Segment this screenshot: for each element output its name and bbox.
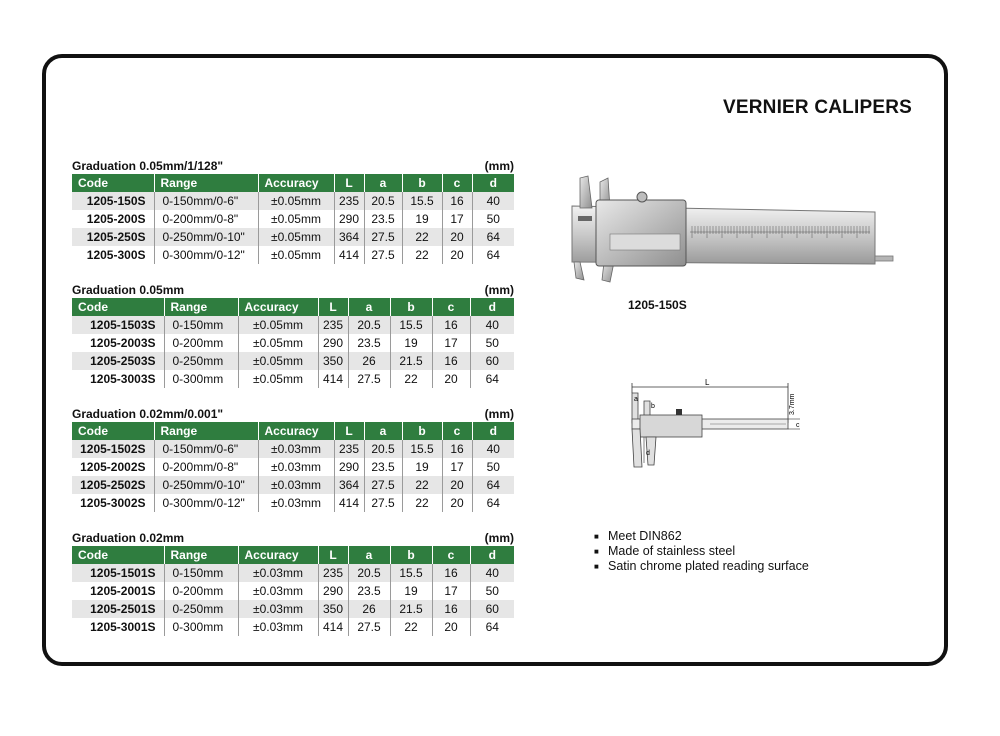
cell-code: 1205-250S	[72, 228, 154, 246]
spec-table	[72, 174, 514, 264]
column-header-d: d	[472, 174, 514, 192]
cell-code: 1205-3003S	[72, 370, 164, 388]
cell-code: 1205-2503S	[72, 352, 164, 370]
cell-b: 15.5	[390, 316, 432, 334]
spec-section-1	[72, 158, 514, 264]
column-header-accuracy: Accuracy	[238, 546, 318, 564]
unit-label: (mm)	[484, 531, 514, 545]
column-header-b: b	[390, 298, 432, 316]
cell-l: 364	[334, 228, 364, 246]
cell-a: 27.5	[348, 370, 390, 388]
cell-range: 0-250mm	[164, 352, 238, 370]
cell-accuracy: ±0.05mm	[258, 228, 334, 246]
cell-range: 0-300mm/0-12"	[154, 494, 258, 512]
feature-item: ■ Made of stainless steel	[594, 544, 809, 559]
column-header-c: c	[432, 298, 470, 316]
cell-d: 50	[470, 334, 514, 352]
cell-l: 290	[318, 582, 348, 600]
cell-b: 15.5	[390, 564, 432, 582]
caliper-photo	[570, 170, 900, 285]
cell-d: 40	[472, 192, 514, 210]
diagram-label-d: d	[646, 450, 650, 457]
cell-code: 1205-1503S	[72, 316, 164, 334]
cell-code: 1205-200S	[72, 210, 154, 228]
spec-table	[72, 546, 514, 636]
column-header-d: d	[470, 546, 514, 564]
cell-accuracy: ±0.03mm	[238, 618, 318, 636]
cell-l: 235	[318, 564, 348, 582]
cell-code: 1205-3001S	[72, 618, 164, 636]
cell-a: 27.5	[364, 246, 402, 264]
column-header-range: Range	[164, 298, 238, 316]
column-header-d: d	[472, 422, 514, 440]
column-header-accuracy: Accuracy	[258, 422, 334, 440]
cell-accuracy: ±0.03mm	[238, 600, 318, 618]
cell-a: 26	[348, 600, 390, 618]
table-row	[72, 316, 514, 334]
table-row	[72, 458, 514, 476]
cell-b: 22	[402, 494, 442, 512]
column-header-l: L	[334, 422, 364, 440]
cell-l: 290	[334, 458, 364, 476]
column-header-b: b	[390, 546, 432, 564]
cell-l: 414	[318, 370, 348, 388]
cell-l: 364	[334, 476, 364, 494]
photo-caption: 1205-150S	[628, 298, 687, 312]
column-header-range: Range	[164, 546, 238, 564]
cell-a: 27.5	[364, 494, 402, 512]
cell-accuracy: ±0.05mm	[258, 192, 334, 210]
column-header-code: Code	[72, 422, 154, 440]
spec-section-2	[72, 282, 514, 388]
column-header-b: b	[402, 174, 442, 192]
header-row	[72, 298, 514, 316]
feature-item: ■ Meet DIN862	[594, 529, 809, 544]
cell-c: 20	[432, 370, 470, 388]
unit-label: (mm)	[484, 283, 514, 297]
cell-d: 60	[470, 352, 514, 370]
cell-range: 0-300mm/0-12"	[154, 246, 258, 264]
cell-b: 21.5	[390, 352, 432, 370]
cell-a: 20.5	[348, 564, 390, 582]
cell-d: 50	[472, 458, 514, 476]
feature-list	[594, 529, 809, 574]
cell-a: 26	[348, 352, 390, 370]
cell-b: 22	[402, 246, 442, 264]
cell-l: 235	[318, 316, 348, 334]
cell-accuracy: ±0.05mm	[238, 370, 318, 388]
cell-a: 20.5	[364, 192, 402, 210]
column-header-range: Range	[154, 174, 258, 192]
graduation-label: Graduation 0.05mm/1/128"	[72, 159, 224, 173]
cell-d: 64	[470, 370, 514, 388]
cell-code: 1205-1501S	[72, 564, 164, 582]
cell-c: 17	[442, 458, 472, 476]
cell-d: 60	[470, 600, 514, 618]
spec-section-4	[72, 530, 514, 636]
cell-l: 350	[318, 352, 348, 370]
column-header-a: a	[364, 174, 402, 192]
cell-b: 15.5	[402, 192, 442, 210]
cell-range: 0-150mm/0-6"	[154, 192, 258, 210]
cell-accuracy: ±0.05mm	[258, 246, 334, 264]
column-header-l: L	[334, 174, 364, 192]
cell-accuracy: ±0.03mm	[258, 494, 334, 512]
cell-l: 290	[318, 334, 348, 352]
cell-accuracy: ±0.03mm	[238, 582, 318, 600]
cell-accuracy: ±0.05mm	[238, 316, 318, 334]
graduation-label: Graduation 0.02mm/0.001"	[72, 407, 224, 421]
cell-c: 16	[442, 440, 472, 458]
column-header-a: a	[348, 298, 390, 316]
unit-label: (mm)	[484, 407, 514, 421]
cell-a: 27.5	[364, 476, 402, 494]
cell-accuracy: ±0.03mm	[258, 458, 334, 476]
cell-a: 20.5	[364, 440, 402, 458]
cell-range: 0-250mm/0-10"	[154, 228, 258, 246]
cell-code: 1205-150S	[72, 192, 154, 210]
cell-c: 17	[442, 210, 472, 228]
cell-code: 1205-2003S	[72, 334, 164, 352]
cell-range: 0-250mm/0-10"	[154, 476, 258, 494]
cell-range: 0-300mm	[164, 618, 238, 636]
cell-a: 23.5	[364, 458, 402, 476]
cell-range: 0-150mm/0-6"	[154, 440, 258, 458]
table-row	[72, 600, 514, 618]
column-header-a: a	[348, 546, 390, 564]
cell-c: 16	[432, 352, 470, 370]
column-header-code: Code	[72, 546, 164, 564]
cell-accuracy: ±0.03mm	[258, 476, 334, 494]
column-header-range: Range	[154, 422, 258, 440]
cell-a: 20.5	[348, 316, 390, 334]
table-row	[72, 210, 514, 228]
column-header-accuracy: Accuracy	[258, 174, 334, 192]
cell-range: 0-200mm/0-8"	[154, 210, 258, 228]
cell-range: 0-300mm	[164, 370, 238, 388]
cell-c: 20	[442, 228, 472, 246]
table-row	[72, 440, 514, 458]
cell-code: 1205-2002S	[72, 458, 154, 476]
cell-d: 50	[470, 582, 514, 600]
cell-b: 22	[390, 618, 432, 636]
column-header-d: d	[470, 298, 514, 316]
cell-c: 16	[432, 600, 470, 618]
table-row	[72, 228, 514, 246]
cell-c: 20	[442, 476, 472, 494]
cell-b: 19	[390, 582, 432, 600]
cell-c: 16	[432, 564, 470, 582]
section-header	[72, 406, 514, 422]
cell-accuracy: ±0.05mm	[258, 210, 334, 228]
cell-c: 17	[432, 334, 470, 352]
cell-d: 64	[472, 494, 514, 512]
cell-a: 27.5	[364, 228, 402, 246]
cell-a: 23.5	[364, 210, 402, 228]
cell-d: 64	[470, 618, 514, 636]
cell-c: 17	[432, 582, 470, 600]
cell-range: 0-200mm/0-8"	[154, 458, 258, 476]
cell-b: 19	[390, 334, 432, 352]
cell-code: 1205-2001S	[72, 582, 164, 600]
cell-c: 16	[432, 316, 470, 334]
cell-code: 1205-1502S	[72, 440, 154, 458]
header-row	[72, 174, 514, 192]
cell-l: 414	[334, 246, 364, 264]
table-row	[72, 246, 514, 264]
cell-range: 0-150mm	[164, 564, 238, 582]
column-header-b: b	[402, 422, 442, 440]
diagram-label-b: b	[651, 403, 655, 410]
column-header-code: Code	[72, 174, 154, 192]
cell-accuracy: ±0.05mm	[238, 352, 318, 370]
cell-code: 1205-300S	[72, 246, 154, 264]
cell-range: 0-150mm	[164, 316, 238, 334]
cell-d: 40	[472, 440, 514, 458]
column-header-code: Code	[72, 298, 164, 316]
cell-c: 20	[442, 494, 472, 512]
column-header-c: c	[442, 422, 472, 440]
cell-b: 15.5	[402, 440, 442, 458]
cell-c: 20	[432, 618, 470, 636]
cell-c: 16	[442, 192, 472, 210]
cell-l: 235	[334, 440, 364, 458]
cell-l: 235	[334, 192, 364, 210]
column-header-c: c	[432, 546, 470, 564]
header-row	[72, 422, 514, 440]
diagram-label-depth: 3.7mm	[789, 393, 796, 415]
column-header-l: L	[318, 298, 348, 316]
table-row	[72, 582, 514, 600]
spec-table	[72, 298, 514, 388]
cell-b: 22	[402, 228, 442, 246]
diagram-label-a: a	[634, 396, 638, 403]
header-row	[72, 546, 514, 564]
cell-d: 64	[472, 246, 514, 264]
cell-l: 414	[318, 618, 348, 636]
diagram-label-L: L	[705, 378, 710, 387]
graduation-label: Graduation 0.05mm	[72, 283, 185, 297]
feature-item: ■ Satin chrome plated reading surface	[594, 559, 809, 574]
table-row	[72, 618, 514, 636]
cell-b: 22	[402, 476, 442, 494]
cell-range: 0-250mm	[164, 600, 238, 618]
section-header	[72, 530, 514, 546]
cell-a: 27.5	[348, 618, 390, 636]
spec-section-3	[72, 406, 514, 512]
dimension-diagram	[610, 375, 810, 475]
cell-l: 414	[334, 494, 364, 512]
cell-l: 290	[334, 210, 364, 228]
cell-a: 23.5	[348, 582, 390, 600]
cell-accuracy: ±0.03mm	[238, 564, 318, 582]
column-header-l: L	[318, 546, 348, 564]
page-title: VERNIER CALIPERS	[722, 97, 912, 118]
section-header	[72, 282, 514, 298]
cell-accuracy: ±0.03mm	[258, 440, 334, 458]
cell-b: 22	[390, 370, 432, 388]
cell-range: 0-200mm	[164, 582, 238, 600]
cell-a: 23.5	[348, 334, 390, 352]
table-row	[72, 192, 514, 210]
cell-c: 20	[442, 246, 472, 264]
table-row	[72, 334, 514, 352]
column-header-accuracy: Accuracy	[238, 298, 318, 316]
cell-code: 1205-3002S	[72, 494, 154, 512]
cell-b: 21.5	[390, 600, 432, 618]
cell-range: 0-200mm	[164, 334, 238, 352]
cell-accuracy: ±0.05mm	[238, 334, 318, 352]
cell-code: 1205-2502S	[72, 476, 154, 494]
diagram-label-c: c	[796, 422, 800, 429]
section-header	[72, 158, 514, 174]
cell-b: 19	[402, 210, 442, 228]
cell-b: 19	[402, 458, 442, 476]
table-row	[72, 564, 514, 582]
unit-label: (mm)	[484, 159, 514, 173]
cell-l: 350	[318, 600, 348, 618]
table-row	[72, 494, 514, 512]
cell-d: 64	[472, 228, 514, 246]
column-header-a: a	[364, 422, 402, 440]
cell-d: 40	[470, 316, 514, 334]
table-row	[72, 476, 514, 494]
column-header-c: c	[442, 174, 472, 192]
cell-d: 40	[470, 564, 514, 582]
cell-d: 50	[472, 210, 514, 228]
table-row	[72, 370, 514, 388]
table-row	[72, 352, 514, 370]
graduation-label: Graduation 0.02mm	[72, 531, 185, 545]
spec-table	[72, 422, 514, 512]
cell-d: 64	[472, 476, 514, 494]
cell-code: 1205-2501S	[72, 600, 164, 618]
